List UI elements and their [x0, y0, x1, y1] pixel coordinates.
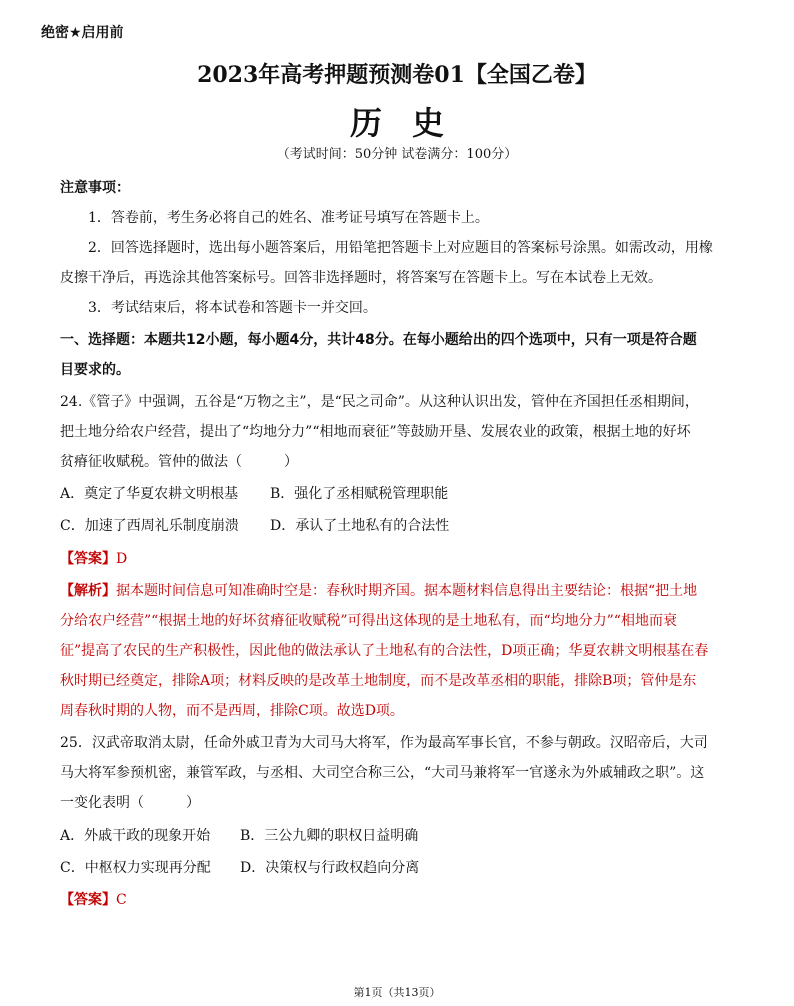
q24-stem-line1: 24.《管子》中强调，五谷是“万物之主”，是“民之司命”。从这种认识出发，管仲在齐国担任丞相期间， — [60, 394, 699, 410]
q24-analysis-line4: 秋时期已经奠定，排除A项；材料反映的是改革土地制度，而不是改革丞相的职能，排除B项；管仲是东 — [60, 673, 697, 689]
confidential-label: 绝密★启用前 — [41, 25, 124, 41]
note-item-2-line1: 2．回答选择题时，选出每小题答案后，用铅笔把答题卡上对应题目的答案标号涂黑。如需改动，用橡 — [88, 240, 713, 256]
q24-analysis-tag: 【解析】 — [60, 583, 116, 599]
section-heading-line2: 目要求的。 — [60, 362, 130, 378]
q24-option-c: C．加速了西周礼乐制度崩溃 — [60, 518, 239, 534]
q24-answer — [60, 549, 740, 569]
section-heading-line1: 一、选择题：本题共12小题，每小题4分，共计48分。在每小题给出的四个选项中，只有一项是符合题 — [60, 332, 697, 348]
q25-stem-line1: 25．汉武帝取消太尉，任命外戚卫青为大司马大将军，作为最高军事长官，不参与朝政。汉昭帝后，大司 — [60, 735, 708, 751]
q25-option-a: A．外戚干政的现象开始 — [60, 828, 211, 844]
q25-stem-line3: 一变化表明（ ） — [60, 795, 200, 811]
q25-option-c: C．中枢权力实现再分配 — [60, 860, 211, 876]
notes-heading: 注意事项： — [60, 180, 130, 196]
note-item-1: 1．答卷前，考生务必将自己的姓名、准考证号填写在答题卡上。 — [88, 210, 489, 226]
note-item-3: 3．考试结束后，将本试卷和答题卡一并交回。 — [88, 300, 377, 316]
q24-analysis-line2: 分给农户经营”“根据土地的好坏贫瘠征收赋税”可得出这体现的是土地私有，而“均地分力”“相地而衰 — [60, 613, 677, 629]
subject-title: 历史 — [349, 104, 474, 142]
q25-answer-value: C — [116, 892, 127, 908]
exam-title: 2023年高考押题预测卷01【全国乙卷】 — [197, 62, 597, 88]
q24-option-b: B．强化了丞相赋税管理职能 — [270, 486, 449, 502]
q24-answer-value: D — [116, 551, 128, 567]
q25-answer-tag: 【答案】 — [60, 892, 116, 908]
note-item-2-line2: 皮擦干净后，再选涂其他答案标号。回答非选择题时，将答案写在答题卡上。写在本试卷上无效。 — [60, 270, 662, 286]
q24-stem-line2: 把土地分给农户经营，提出了“均地分力”“相地而衰征”等鼓励开垦、发展农业的政策，根据土地的好坏 — [60, 424, 691, 440]
q24-analysis-text1: 据本题时间信息可知准确时空是：春秋时期齐国。据本题材料信息得出主要结论：根据“把土地 — [116, 583, 698, 599]
page-footer: 第1页（共13页） — [353, 986, 441, 999]
q24-option-a: A．奠定了华夏农耕文明根基 — [60, 486, 239, 502]
q25-option-b: B．三公九卿的职权日益明确 — [240, 828, 419, 844]
q25-stem-line2: 马大将军参预机密，兼管军政，与丞相、大司空合称三公，“大司马兼将军一官遂永为外戚辅政之职”。这 — [60, 765, 705, 781]
exam-info: （考试时间：50分钟 试卷满分：100分） — [276, 147, 518, 162]
q24-option-d: D．承认了土地私有的合法性 — [270, 518, 450, 534]
q24-analysis-line5: 周春秋时期的人物，而不是西周，排除C项。故选D项。 — [60, 703, 404, 719]
q24-answer-tag: 【答案】 — [60, 551, 116, 567]
q24-analysis-line1 — [60, 581, 740, 601]
q25-answer — [60, 890, 740, 910]
q24-analysis-line3: 征”提高了农民的生产积极性，因此他的做法承认了土地私有的合法性，D项正确；华夏农耕文明根基在春 — [60, 643, 709, 659]
q24-stem-line3: 贫瘠征收赋税。管仲的做法（ ） — [60, 454, 298, 470]
q25-option-d: D．决策权与行政权趋向分离 — [240, 860, 420, 876]
